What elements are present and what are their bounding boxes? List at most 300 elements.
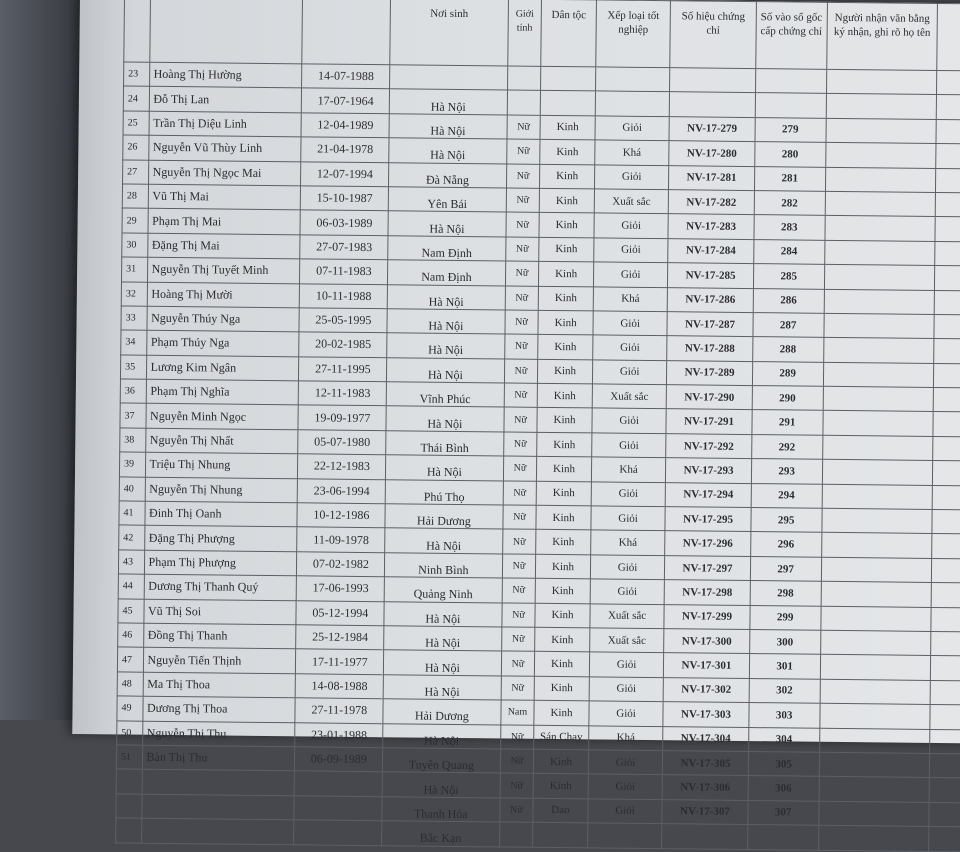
cell-ethnicity: Kinh: [536, 505, 591, 530]
cell-name: Hoàng Thị Mười: [147, 282, 300, 308]
cell-sex: Nữ: [504, 383, 538, 408]
cell-receiver: [825, 142, 936, 168]
cell-orig-no: 300: [749, 630, 820, 655]
cell-ethnicity: Kinh: [540, 164, 595, 189]
cell-number: 26: [123, 135, 149, 160]
cell-number: 34: [121, 330, 147, 355]
cell-cert-no: NV-17-290: [667, 385, 752, 410]
cell-cert-no: NV-17-287: [667, 312, 752, 337]
cell-place-text: Hà Nội: [425, 635, 461, 651]
cell-dob: [294, 796, 382, 821]
cell-name: Phạm Thị Mai: [148, 209, 301, 235]
cell-orig-no: 296: [750, 532, 821, 557]
cell-place: [388, 211, 506, 237]
cell-name: Nguyễn Thị Nhung: [145, 477, 298, 503]
cell-receiver: [820, 655, 931, 681]
cell-orig-no: 280: [754, 142, 825, 167]
cell-cert-no: [670, 68, 755, 93]
col-header-ethnicity: Dân tộc: [541, 0, 596, 67]
cell-dob: 12-07-1994: [301, 161, 389, 186]
cell-dob: [295, 771, 383, 796]
cell-grade: Giỏi: [589, 701, 664, 726]
cell-place: [382, 796, 500, 822]
cell-place: [390, 89, 508, 115]
cell-grade: Giỏi: [593, 262, 668, 287]
cell-dob: 14-07-1988: [302, 64, 390, 89]
cell-orig-no: [755, 93, 826, 118]
cell-sex: Nữ: [506, 188, 540, 213]
cell-number: [116, 769, 142, 794]
cell-name: Nguyễn Thị Tuyết Minh: [147, 257, 300, 283]
cell-orig-no: 294: [751, 483, 822, 508]
cell-name: Nguyễn Vũ Thùy Linh: [148, 135, 301, 161]
cell-ethnicity: Dao: [533, 798, 588, 823]
cell-grade: Giỏi: [595, 116, 670, 141]
cell-number: 39: [119, 452, 145, 477]
cell-name: Đặng Thị Phượng: [144, 526, 297, 552]
cell-extra: [934, 314, 960, 339]
cell-extra: [935, 241, 960, 266]
col-header-receiver: Người nhận văn bằng ký nhận, ghi rõ họ tên: [826, 2, 937, 70]
cell-place: [384, 626, 502, 652]
cell-number: 44: [118, 574, 144, 599]
cell-grade: Giỏi: [589, 677, 664, 702]
cell-ethnicity: Kinh: [538, 310, 593, 335]
cell-cert-no: NV-17-284: [668, 238, 753, 263]
cell-extra: [932, 509, 960, 534]
cell-grade: [595, 91, 670, 116]
cell-sex: Nữ: [501, 676, 535, 701]
cell-name: Đồng Thị Thanh: [143, 623, 296, 649]
cell-place: [382, 772, 500, 798]
cell-sex: Nữ: [504, 334, 538, 359]
cell-place-text: Yên Bái: [427, 196, 468, 212]
cell-dob: 17-06-1993: [297, 576, 385, 601]
cell-name: Triệu Thị Nhung: [145, 452, 298, 478]
cell-extra: [933, 461, 960, 486]
cell-orig-no: 282: [754, 191, 825, 216]
cell-grade: Khá: [594, 140, 669, 165]
cell-receiver: [825, 216, 936, 242]
cell-dob: 07-11-1983: [300, 259, 388, 284]
cell-extra: [930, 753, 960, 778]
cell-cert-no: NV-17-289: [667, 360, 752, 385]
cell-ethnicity: Kinh: [538, 359, 593, 384]
cell-place-text: Thanh Hóa: [413, 806, 468, 822]
cell-ethnicity: Kinh: [537, 481, 592, 506]
cell-number: [116, 794, 142, 819]
cell-place: [387, 284, 505, 310]
cell-grade: Khá: [593, 286, 668, 311]
cell-dob: 27-11-1995: [299, 357, 387, 382]
cell-place-text: Thái Bình: [420, 440, 469, 456]
cell-grade: Giỏi: [588, 774, 663, 799]
cell-sex: Nữ: [500, 773, 534, 798]
cell-ethnicity: Kinh: [535, 603, 590, 628]
cell-ethnicity: Kinh: [539, 213, 594, 238]
cell-extra: [935, 217, 960, 242]
cell-grade: [595, 67, 670, 92]
cell-place-text: Ninh Bình: [418, 562, 469, 578]
cell-dob: 27-07-1983: [300, 235, 388, 260]
cell-ethnicity: [541, 66, 596, 91]
cell-cert-no: NV-17-306: [663, 775, 748, 800]
cell-place: [384, 650, 502, 676]
cell-sex: [507, 66, 541, 91]
cell-sex: Nữ: [503, 407, 537, 432]
cell-number: 30: [122, 233, 148, 258]
cell-name: Bàn Thị Thu: [142, 745, 295, 771]
cell-place: [382, 821, 500, 847]
cell-orig-no: 307: [747, 800, 818, 825]
cell-ethnicity: Sán Chay: [534, 725, 589, 750]
cell-dob: 07-02-1982: [297, 552, 385, 577]
cell-grade: Giỏi: [591, 482, 666, 507]
cell-extra: [931, 656, 960, 681]
cell-cert-no: NV-17-286: [668, 287, 753, 312]
cell-receiver: [823, 362, 934, 388]
cell-cert-no: NV-17-279: [669, 116, 754, 141]
cell-ethnicity: Kinh: [538, 383, 593, 408]
cell-place: [388, 187, 506, 213]
cell-sex: Nữ: [502, 554, 536, 579]
cell-place: [383, 699, 501, 725]
cell-orig-no: 305: [748, 751, 819, 776]
cell-dob: 27-11-1978: [295, 698, 383, 723]
cell-receiver: [826, 118, 937, 144]
cell-place-text: Hà Nội: [426, 538, 462, 553]
cell-place: [387, 309, 505, 335]
cell-name: Nguyễn Minh Ngọc: [145, 404, 298, 430]
cell-place: [383, 723, 501, 749]
cell-grade: Giỏi: [592, 335, 667, 360]
cell-cert-no: [662, 824, 747, 849]
cell-cert-no: NV-17-296: [665, 531, 750, 556]
cell-place: [387, 333, 505, 359]
cell-sex: Nữ: [503, 432, 537, 457]
cell-receiver: [819, 777, 930, 803]
cell-orig-no: 284: [753, 239, 824, 264]
cell-extra: [936, 95, 960, 120]
cell-number: 29: [122, 208, 148, 233]
cell-ethnicity: Kinh: [540, 140, 595, 165]
cell-place-text: Hà Nội: [429, 221, 465, 236]
cell-ethnicity: Kinh: [536, 554, 591, 579]
cell-cert-no: NV-17-281: [669, 165, 754, 190]
cell-number: 48: [117, 672, 143, 697]
cell-dob: 23-06-1994: [298, 478, 386, 503]
cell-cert-no: NV-17-305: [663, 751, 748, 776]
cell-place-text: Hà Nội: [430, 123, 466, 139]
cell-dob: 10-12-1986: [297, 503, 385, 528]
cell-sex: Nữ: [503, 481, 537, 506]
cell-orig-no: 301: [749, 654, 820, 679]
cell-sex: Nữ: [503, 456, 537, 481]
cell-place-text: Hà Nội: [424, 733, 460, 748]
cell-number: 36: [120, 379, 146, 404]
cell-place: [385, 553, 503, 579]
cell-extra: [931, 583, 960, 608]
cell-cert-no: NV-17-303: [663, 702, 748, 727]
cell-place: [388, 260, 506, 286]
cell-ethnicity: Kinh: [537, 457, 592, 482]
cell-grade: Giỏi: [594, 213, 669, 238]
cell-number: 50: [117, 720, 143, 745]
cell-extra: [934, 339, 960, 364]
cell-number: 31: [121, 257, 147, 282]
cell-extra: [936, 168, 960, 193]
cell-grade: Giỏi: [591, 433, 666, 458]
cell-orig-no: 291: [751, 410, 822, 435]
cell-sex: Nữ: [502, 529, 536, 554]
cell-place-text: Vĩnh Phúc: [419, 391, 471, 407]
cell-place-text: Hà Nội: [425, 611, 461, 626]
cell-orig-no: 289: [752, 361, 823, 386]
cell-ethnicity: Kinh: [534, 676, 589, 701]
cell-number: 25: [123, 111, 149, 136]
cell-receiver: [824, 289, 935, 315]
cell-receiver: [825, 191, 936, 217]
cell-ethnicity: Kinh: [538, 335, 593, 360]
cell-cert-no: NV-17-293: [666, 458, 751, 483]
cell-place: [383, 748, 501, 774]
cell-extra: [929, 827, 960, 852]
cell-name: Nguyễn Thị Nhất: [145, 428, 298, 454]
cell-grade: Giỏi: [593, 311, 668, 336]
cell-dob: 25-12-1984: [296, 625, 384, 650]
table-body: [116, 62, 960, 851]
cell-number: 49: [117, 696, 143, 721]
cell-orig-no: 285: [753, 264, 824, 289]
cell-number: 24: [123, 86, 149, 111]
cell-extra: [935, 192, 960, 217]
cell-orig-no: 302: [749, 678, 820, 703]
header-row: [124, 0, 960, 71]
cell-number: 45: [118, 599, 144, 624]
cell-receiver: [820, 703, 931, 729]
cell-grade: Xuất sắc: [592, 384, 667, 409]
cell-name: [141, 818, 294, 844]
cell-sex: Nữ: [506, 164, 540, 189]
cell-receiver: [821, 606, 932, 632]
cell-sex: Nữ: [505, 285, 539, 310]
cell-sex: [499, 822, 533, 847]
cell-orig-no: 304: [748, 727, 819, 752]
cell-receiver: [824, 313, 935, 339]
cell-number: 42: [119, 525, 145, 550]
cell-sex: Nữ: [500, 749, 534, 774]
cell-dob: 06-03-1989: [300, 210, 388, 235]
cell-ethnicity: Kinh: [535, 652, 590, 677]
cell-orig-no: 279: [755, 117, 826, 142]
cell-place-text: Hải Dương: [414, 708, 469, 724]
cell-extra: [929, 802, 960, 827]
cell-place: [386, 382, 504, 408]
col-header-extra: [937, 3, 960, 70]
cell-receiver: [826, 69, 937, 95]
cell-extra: [930, 729, 960, 754]
cell-name: Dương Thị Thanh Quý: [144, 574, 297, 600]
cell-extra: [932, 534, 960, 559]
cell-dob: 14-08-1988: [296, 674, 384, 699]
cell-grade: Xuất sắc: [594, 189, 669, 214]
cell-grade: Giỏi: [591, 506, 666, 531]
cell-place: [385, 479, 503, 505]
col-header-place: Nơi sinh: [390, 0, 508, 66]
cell-name: Đỗ Thị Lan: [149, 87, 302, 113]
cell-cert-no: NV-17-297: [665, 555, 750, 580]
cell-orig-no: 290: [752, 386, 823, 411]
cell-name: Trần Thị Diệu Linh: [149, 111, 302, 137]
cell-grade: Khá: [591, 457, 666, 482]
cell-sex: Nữ: [501, 627, 535, 652]
col-header-number: [124, 0, 150, 62]
cell-grade: Xuất sắc: [589, 628, 664, 653]
cell-orig-no: 286: [753, 288, 824, 313]
cell-place-text: Hà Nội: [427, 416, 463, 431]
cell-orig-no: 297: [750, 556, 821, 581]
cell-grade: Xuất sắc: [590, 603, 665, 628]
cell-place: [384, 601, 502, 627]
cell-sex: Nữ: [506, 139, 540, 164]
cell-ethnicity: Kinh: [539, 261, 594, 286]
cell-grade: Giỏi: [589, 652, 664, 677]
cell-cert-no: NV-17-291: [666, 409, 751, 434]
cell-cert-no: NV-17-294: [666, 482, 751, 507]
cell-place-text: Hà Nội: [428, 318, 464, 334]
cell-place: [384, 577, 502, 603]
cell-ethnicity: Kinh: [535, 627, 590, 652]
cell-orig-no: 299: [749, 605, 820, 630]
cell-cert-no: NV-17-307: [662, 799, 747, 824]
cell-place-text: Hải Dương: [416, 513, 471, 529]
cell-place: [386, 455, 504, 481]
cell-dob: 21-04-1978: [301, 137, 389, 162]
cell-number: 51: [116, 745, 142, 770]
cell-number: 32: [121, 281, 147, 306]
cell-number: 41: [119, 501, 145, 526]
cell-name: Hoàng Thị Hường: [149, 62, 302, 88]
cell-place-text: Đà Nẵng: [425, 172, 470, 187]
cell-sex: Nữ: [500, 724, 534, 749]
table-wrapper: [115, 0, 960, 852]
cell-name: Vũ Thị Mai: [148, 184, 301, 210]
cell-ethnicity: Kinh: [533, 774, 588, 799]
cell-name: Nguyễn Tiến Thịnh: [143, 648, 296, 674]
cell-number: 27: [123, 160, 149, 185]
cell-extra: [937, 70, 960, 95]
table-header: [124, 0, 960, 71]
cell-receiver: [819, 752, 930, 778]
cell-name: Ma Thị Thoa: [143, 672, 296, 698]
col-header-orig-no: Số vào sổ gốc cấp chứng chỉ: [755, 2, 827, 70]
cell-sex: Nữ: [501, 651, 535, 676]
cell-orig-no: 287: [753, 312, 824, 337]
cell-extra: [934, 290, 960, 315]
cell-place: [385, 528, 503, 554]
cell-grade: Giỏi: [594, 164, 669, 189]
cell-sex: Nữ: [507, 115, 541, 140]
cell-grade: Giỏi: [592, 360, 667, 385]
cell-place: [386, 406, 504, 432]
cell-extra: [930, 680, 960, 705]
cell-extra: [936, 144, 960, 169]
cell-ethnicity: Kinh: [535, 579, 590, 604]
cell-extra: [931, 607, 960, 632]
cell-number: 43: [118, 550, 144, 575]
cell-place: [389, 162, 507, 188]
cell-name: Dương Thị Thoa: [142, 696, 295, 722]
cell-extra: [930, 705, 960, 730]
cell-number: 38: [120, 428, 146, 453]
cell-sex: Nữ: [504, 359, 538, 384]
cell-cert-no: NV-17-283: [668, 214, 753, 239]
cell-place: [390, 65, 508, 91]
cell-grade: Giỏi: [592, 408, 667, 433]
cell-extra: [929, 778, 960, 803]
cell-orig-no: 295: [750, 508, 821, 533]
cell-receiver: [825, 167, 936, 193]
cell-grade: Khá: [588, 725, 663, 750]
cell-grade: Giỏi: [590, 579, 665, 604]
cell-dob: 15-10-1987: [301, 186, 389, 211]
cell-ethnicity: Kinh: [534, 700, 589, 725]
cell-dob: 12-11-1983: [299, 381, 387, 406]
cell-dob: 20-02-1985: [299, 332, 387, 357]
cell-ethnicity: Kinh: [534, 749, 589, 774]
cell-dob: 17-07-1964: [302, 88, 390, 113]
cell-orig-no: 298: [750, 581, 821, 606]
cell-sex: Nữ: [505, 261, 539, 286]
cell-ethnicity: Kinh: [537, 408, 592, 433]
cell-number: 28: [122, 184, 148, 209]
cell-number: 35: [120, 355, 146, 380]
col-header-name: [149, 0, 303, 64]
cell-place: [383, 674, 501, 700]
cell-receiver: [820, 630, 931, 656]
cell-receiver: [826, 94, 937, 120]
cell-dob: 10-11-1988: [300, 283, 388, 308]
cell-name: [142, 770, 295, 796]
cell-ethnicity: Kinh: [536, 530, 591, 555]
cell-sex: Nữ: [505, 237, 539, 262]
cell-orig-no: [747, 825, 818, 850]
cell-grade: Giỏi: [588, 799, 663, 824]
cell-receiver: [820, 679, 931, 705]
cell-extra: [933, 412, 960, 437]
cell-place: [385, 504, 503, 530]
cell-name: [141, 794, 294, 820]
cell-cert-no: NV-17-300: [664, 629, 749, 654]
cell-grade: Khá: [590, 530, 665, 555]
cell-place-text: Tuyên Quang: [408, 757, 475, 773]
cell-dob: 12-04-1989: [301, 113, 389, 138]
cell-receiver: [824, 264, 935, 290]
cell-grade: Giỏi: [593, 238, 668, 263]
cell-ethnicity: Kinh: [539, 286, 594, 311]
cell-place: [388, 235, 506, 261]
cell-place-text: Hà Nội: [430, 99, 466, 114]
cell-dob: 19-09-1977: [298, 405, 386, 430]
col-header-sex: Giới tính: [507, 0, 541, 66]
cell-ethnicity: Kinh: [537, 432, 592, 457]
certificate-table: [115, 0, 960, 852]
cell-place: [386, 431, 504, 457]
cell-orig-no: 293: [751, 459, 822, 484]
cell-sex: Nữ: [506, 212, 540, 237]
cell-extra: [931, 631, 960, 656]
cell-place-text: Hà Nội: [426, 465, 462, 480]
